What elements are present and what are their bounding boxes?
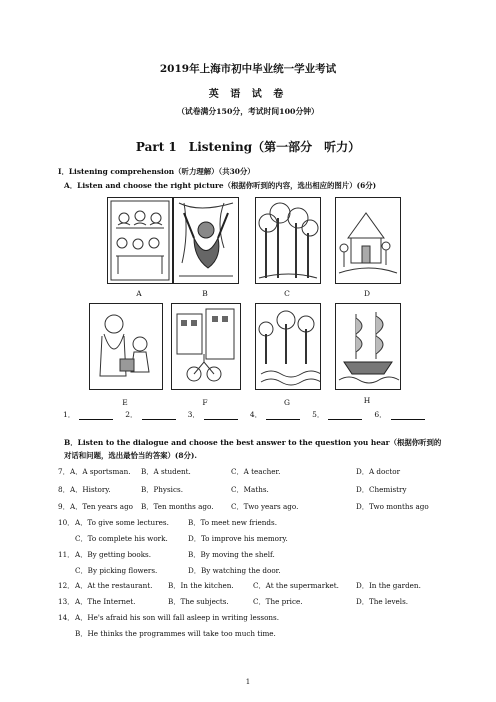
exam-note: （试卷满分150分，考试时间100分钟） — [177, 107, 319, 116]
answer-blank-2[interactable]: 2． — [125, 409, 175, 420]
picture-label-c: C — [284, 289, 290, 298]
picture-a-classroom — [107, 197, 173, 284]
picture-label-e: E — [122, 398, 128, 407]
section-1-heading: I．Listening comprehension（听力理解）（共30分） — [58, 167, 255, 176]
answer-blank-5[interactable]: 5． — [312, 409, 362, 420]
picture-label-a: A — [136, 289, 142, 298]
section-a-heading: A．Listen and choose the right picture（根据你听到的内容，选出相应的图片）(6分) — [64, 181, 377, 190]
picture-d-house — [335, 197, 401, 284]
page-number: 1 — [245, 678, 251, 686]
answer-blank-4[interactable]: 4． — [250, 409, 300, 420]
picture-label-f: F — [202, 398, 208, 407]
picture-label-h: H — [363, 396, 371, 405]
picture-b-orangutan — [173, 197, 239, 284]
exam-title: 2019年上海市初中毕业统一学业考试 — [159, 63, 337, 75]
picture-e-mother-child — [89, 303, 163, 390]
picture-label-b: B — [202, 289, 208, 298]
picture-label-g: G — [284, 398, 290, 407]
picture-c-forest — [255, 197, 321, 284]
answer-blank-6[interactable]: 6． — [374, 409, 424, 420]
answer-blank-3[interactable]: 3． — [188, 409, 238, 420]
part-heading: Part 1 Listening（第一部分 听力） — [135, 140, 361, 154]
answer-blank-1[interactable]: 1． — [63, 409, 113, 420]
picture-label-d: D — [363, 289, 370, 298]
answer-blanks — [63, 409, 425, 420]
section-b-heading: B．Listen to the dialogue and choose the best answer to the question you hear（根据你听到的对话和问题，选出最恰当的答案）(8分). — [64, 438, 442, 460]
picture-f-street-bike — [171, 303, 241, 390]
exam-subtitle: 英 语 试 卷 — [208, 89, 288, 100]
picture-g-trees-smoke — [255, 303, 321, 390]
picture-h-ship — [335, 303, 401, 390]
